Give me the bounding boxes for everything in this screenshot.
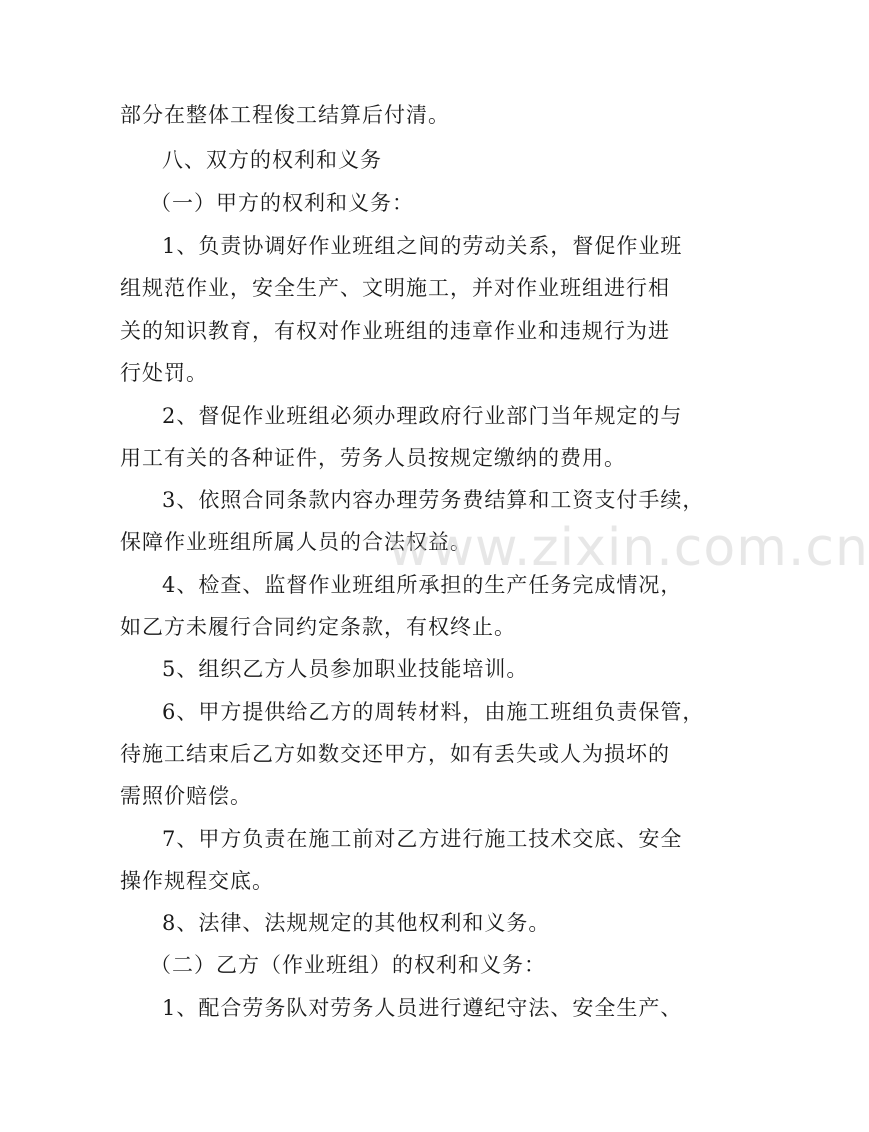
text-line-18: 7、甲方负责在施工前对乙方进行施工技术交底、安全: [162, 827, 683, 851]
text-line-1: 部分在整体工程俊工结算后付清。: [120, 103, 450, 127]
text-line-10: 3、依照合同条款内容办理劳务费结算和工资支付手续，: [162, 488, 705, 512]
watermark: www.zixin.com.cn: [388, 518, 869, 578]
text-line-4: 1、负责协调好作业班组之间的劳动关系，督促作业班: [162, 234, 683, 258]
text-line-9: 用工有关的各种证件，劳务人员按规定缴纳的费用。: [120, 446, 626, 470]
text-line-11: 保障作业班组所属人员的合法权益。: [120, 530, 472, 554]
subsection-heading-1: （一）甲方的权利和义务：: [150, 191, 414, 215]
text-line-5: 组规范作业，安全生产、文明施工，并对作业班组进行相: [120, 276, 670, 300]
text-line-16: 待施工结束后乙方如数交还甲方，如有丢失或人为损坏的: [120, 742, 670, 766]
text-line-14: 5、组织乙方人员参加职业技能培训。: [162, 657, 529, 681]
text-line-17: 需照价赔偿。: [120, 784, 252, 808]
text-line-12: 4、检查、监督作业班组所承担的生产任务完成情况，: [162, 573, 683, 597]
section-heading-8: 八、双方的权利和义务: [162, 148, 382, 172]
text-line-20: 8、法律、法规规定的其他权利和义务。: [162, 911, 551, 935]
subsection-heading-2: （二）乙方（作业班组）的权利和义务：: [150, 953, 546, 977]
text-line-13: 如乙方未履行合同约定条款，有权终止。: [120, 615, 516, 639]
text-line-8: 2、督促作业班组必须办理政府行业部门当年规定的与: [162, 404, 683, 428]
text-line-19: 操作规程交底。: [120, 869, 274, 893]
text-line-15: 6、甲方提供给乙方的周转材料，由施工班组负责保管，: [162, 700, 705, 724]
text-line-22: 1、配合劳务队对劳务人员进行遵纪守法、安全生产、: [162, 996, 683, 1020]
text-line-6: 关的知识教育，有权对作业班组的违章作业和违规行为进: [120, 319, 670, 343]
text-line-7: 行处罚。: [120, 361, 208, 385]
